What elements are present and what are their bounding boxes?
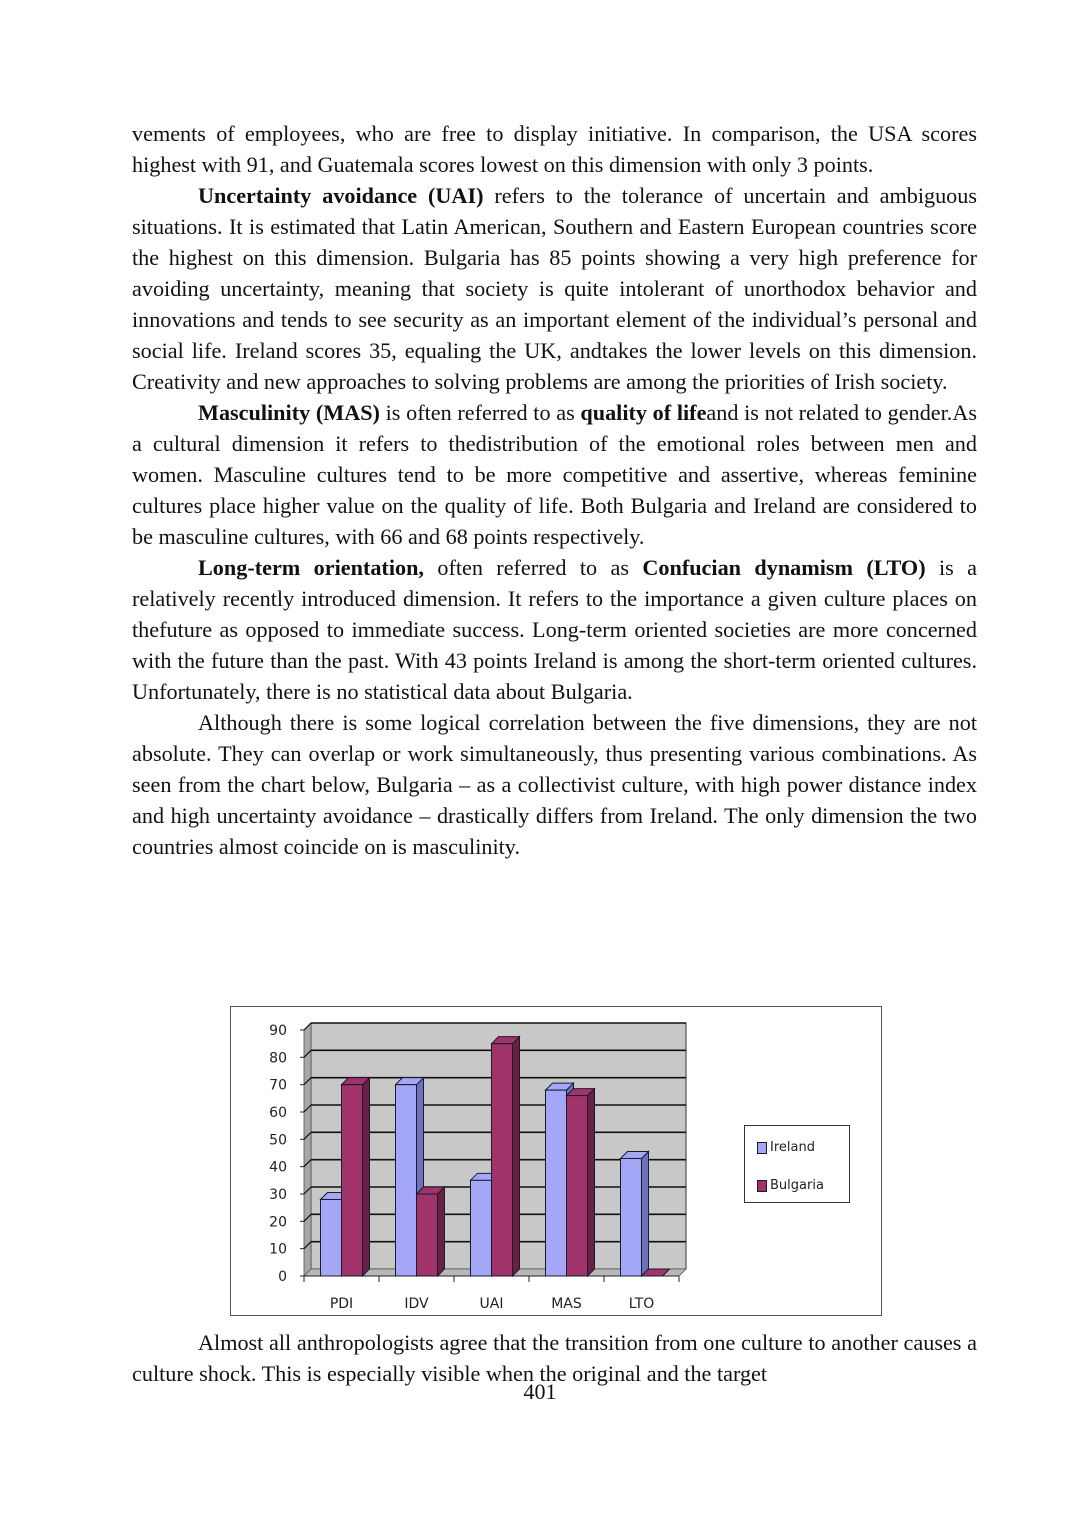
- x-label-mas: MAS: [551, 1296, 582, 1312]
- x-label-uai: UAI: [479, 1296, 504, 1312]
- legend-item-bulgaria: [757, 1178, 824, 1193]
- text-run: vements of employees, who are free to display initiative. In comparison, the USA scores highest with 91, and Guatemala scores lowest on this dimension with only 3 points.: [132, 121, 977, 177]
- y-tick-label: 10: [269, 1241, 287, 1258]
- bar-bulgaria-uai: [492, 1037, 520, 1276]
- bold-term: quality of life: [580, 400, 707, 425]
- y-tick-label: 0: [278, 1269, 287, 1285]
- y-tick-label: 30: [269, 1187, 287, 1203]
- legend-item-ireland: [757, 1140, 815, 1155]
- body-text: [132, 118, 977, 862]
- paragraph: [132, 707, 977, 862]
- paragraph: Almost all anthropologists agree that the transition from one culture to another causes a culture shock. This is especially visible when the original and the target: [132, 1330, 977, 1386]
- text-run: and is not related to gender.As a cultural dimension it refers to thedistribution of the emotional roles between men and women. Masculine cultures tend to be more competitive and assertive, whereas feminine cultures place higher value on the quality of life. Both Bulgaria and Ireland are considered to be masculine cultures, with 66 and 68 points respectively.: [132, 400, 977, 549]
- text-run: often referred to as: [423, 555, 643, 580]
- x-label-lto: LTO: [628, 1296, 655, 1312]
- y-tick-label: 80: [269, 1050, 287, 1067]
- chart-legend: [744, 1125, 850, 1203]
- paragraph: [132, 552, 977, 707]
- y-tick-label: 90: [269, 1023, 287, 1039]
- bar-ireland-lto: [621, 1151, 649, 1276]
- paragraph: [132, 397, 977, 552]
- y-tick-label: 70: [269, 1077, 287, 1094]
- legend-swatch-bulgaria: [757, 1180, 767, 1192]
- bar-chart: [230, 1006, 882, 1316]
- y-tick-label: 40: [269, 1159, 287, 1176]
- paragraph: [132, 118, 977, 180]
- bold-term: Uncertainty avoidance (UAI): [198, 183, 484, 208]
- bold-term: Long-term orientation,: [198, 555, 424, 580]
- y-tick-label: 60: [269, 1105, 287, 1121]
- bar-bulgaria-pdi: [342, 1078, 370, 1276]
- x-label-pdi: PDI: [329, 1296, 354, 1312]
- legend-swatch-ireland: [757, 1142, 767, 1154]
- plot-side-wall: [304, 1023, 311, 1276]
- bar-bulgaria-idv: [417, 1187, 445, 1276]
- text-run: is often referred to as: [379, 400, 581, 425]
- bold-term: Masculinity (MAS): [198, 400, 380, 425]
- text-run: is a relatively recently introduced dimension. It refers to the importance a given culture places on thefuture as opposed to immediate success. Long-term oriented societies are more concerned with the future than the past. With 43 points Ireland is among the short-term oriented cultures. Unfortunately, there is no statistical data about Bulgaria.: [132, 555, 977, 704]
- bar-bulgaria-mas: [567, 1089, 595, 1276]
- text-run: Although there is some logical correlation between the five dimensions, they are not absolute. They can overlap or work simultaneously, thus presenting various combinations. As seen from the chart below, Bulgaria – as a collectivist culture, with high power distance index and high uncertainty avoidance – drastically differs from Ireland. The only dimension the two countries almost coincide on is masculinity.: [132, 710, 977, 859]
- page-number: 401: [523, 1379, 557, 1404]
- y-tick-label: 50: [269, 1132, 287, 1149]
- x-label-idv: IDV: [404, 1296, 429, 1312]
- legend-label-bulgaria: Bulgaria: [770, 1178, 824, 1193]
- bold-term: Confucian dynamism (LTO): [642, 555, 926, 580]
- text-run: refers to the tolerance of uncertain and ambiguous situations. It is estimated that Latin American, Southern and Eastern European countries score the highest on this dimension. Bulgaria has 85 points showing a very high preference for avoiding uncertainty, meaning that society is quite intolerant of unorthodox behavior and innovations and tends to see security as an important element of the individual’s personal and social life. Ireland scores 35, equaling the UK, andtakes the lower levels on this dimension. Creativity and new approaches to solving problems are among the priorities of Irish society.: [132, 183, 977, 394]
- y-tick-label: 20: [269, 1214, 287, 1231]
- paragraph: [132, 180, 977, 397]
- legend-label-ireland: Ireland: [770, 1140, 815, 1155]
